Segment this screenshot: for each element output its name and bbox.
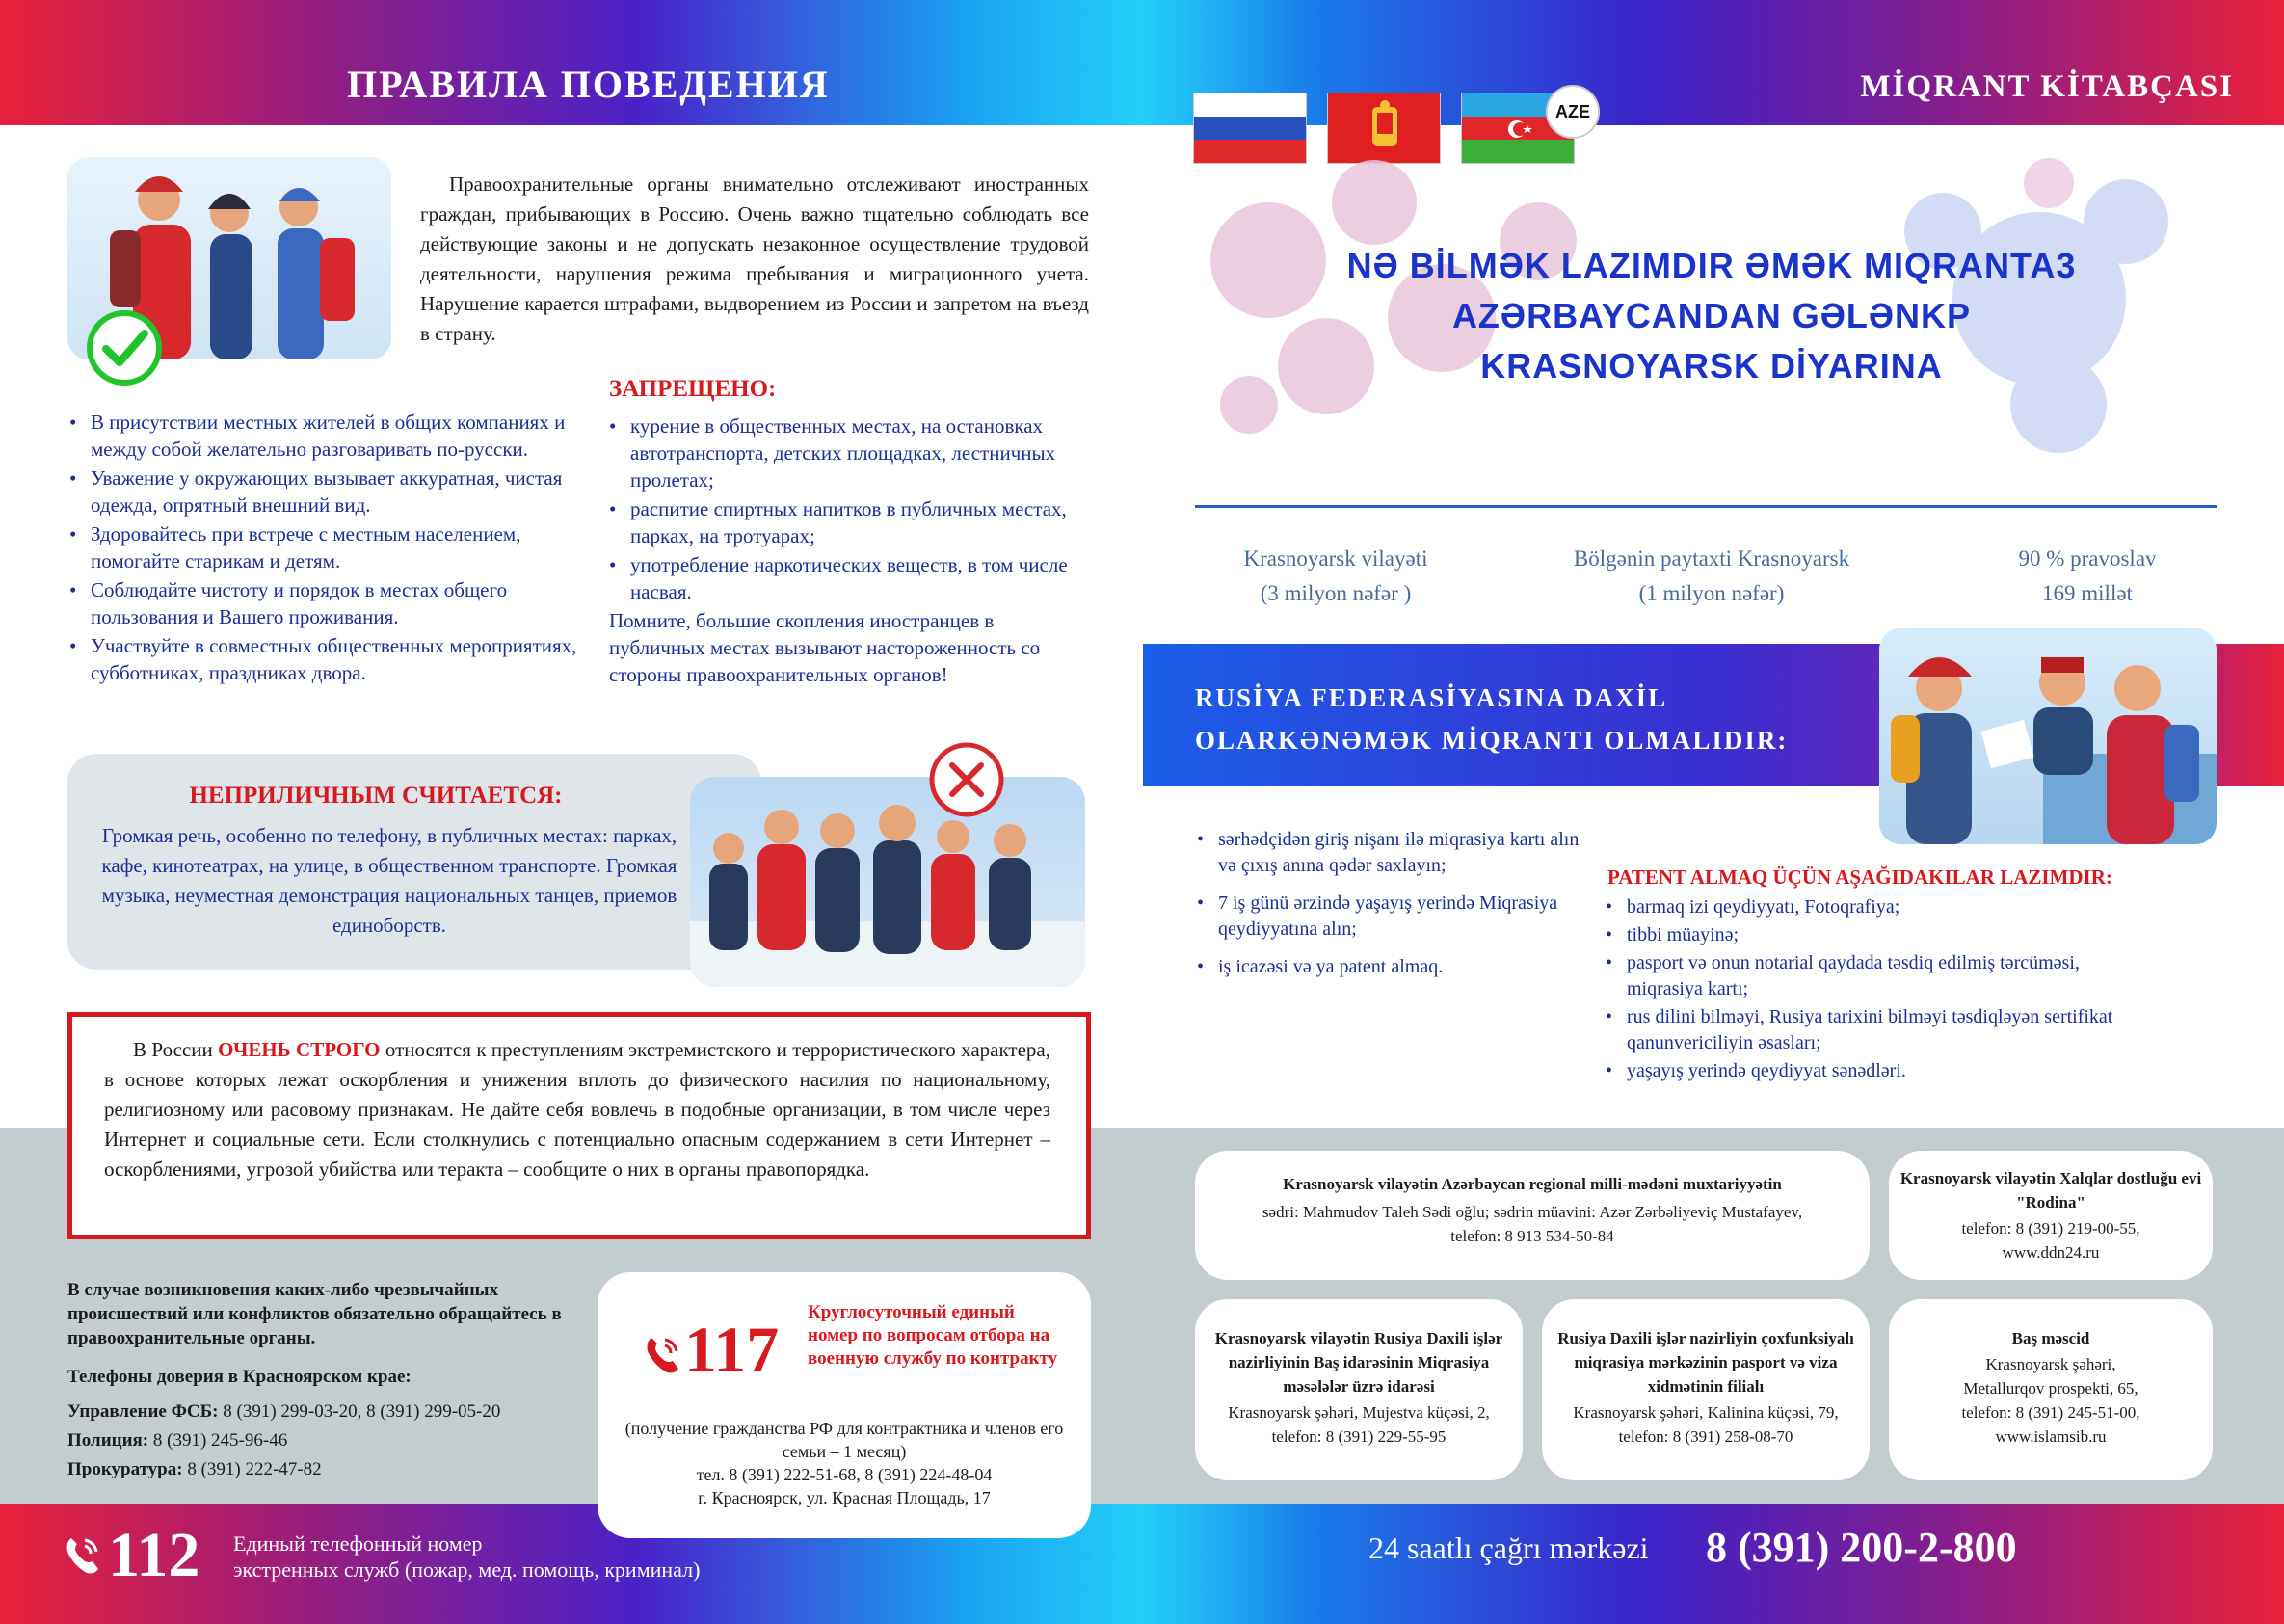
hotlines-title: Телефоны доверия в Красноярском крае: (67, 1367, 412, 1387)
list-item: • tibbi müayinə; (1604, 922, 2143, 948)
list-item: • iş icazəsi və ya patent almaq. (1195, 954, 1580, 980)
callcenter-number: 8 (391) 200-2-800 (1706, 1524, 2017, 1571)
hotlines-list (67, 1398, 500, 1484)
warning-text (104, 1035, 1050, 1185)
stat-region (1191, 542, 1480, 611)
card-title: Rusiya Daxili işlər nazirliyin çoxfunksiyalı miqrasiya mərkəzinin pasport və viza xidmətinin filialı (1557, 1329, 1854, 1396)
phone-icon (62, 1534, 102, 1577)
hotline-117-title: Круглосуточный единый номер по вопросам отбора на военную службу по контракту (808, 1302, 1058, 1369)
emergency-intro: В случае возникновения каких-либо чрезвычайных происшествий или конфликтов обязательно обращайтесь в правоохранительные органы. (67, 1280, 562, 1348)
stat-capital (1548, 542, 1875, 611)
entry-requirements-list (1195, 827, 1580, 982)
contact-card (1195, 1299, 1523, 1480)
phone-icon (642, 1334, 682, 1376)
crowd-illustration (690, 777, 1085, 987)
card-body: telefon: 8 (391) 219-00-55, www.ddn24.ru (1961, 1219, 2140, 1262)
contact-card (1542, 1299, 1870, 1480)
card-title: Krasnoyarsk vilayətin Xalqlar dostluğu evi "Rodina" (1899, 1169, 2202, 1211)
list-item: • распитие спиртных напитков в публичных местах, парках, на тротуарах; (607, 495, 1089, 549)
list-item: • Соблюдайте чистоту и порядок в местах общего пользования и Вашего проживания. (67, 576, 580, 630)
card-title: Krasnoyarsk vilayətin Azərbaycan regional milli-mədəni muxtariyyətin (1283, 1175, 1782, 1193)
stat-line: Bölgənin paytaxti Krasnoyarsk (1573, 546, 1850, 571)
card-body: Krasnoyarsk şəhəri, Metallurqov prospekti, 65, telefon: 8 (391) 245-51-00, www.islamsib.ru (1961, 1355, 2140, 1446)
warning-emphasis: ОЧЕНЬ СТРОГО (218, 1038, 381, 1061)
forbidden-title: ЗАПРЕЩЕНО: (609, 376, 777, 402)
list-item: • курение в общественных местах, на остановках автотранспорта, детских площадках, лестничных пролетах; (607, 413, 1089, 493)
hotline-label: Полиция: (67, 1430, 149, 1451)
hotline-label: Управление ФСБ: (67, 1401, 219, 1422)
list-item: • sərhədçidən giriş nişanı ilə miqrasiya kartı alın və çıxış anına qədər saxlayın; (1195, 827, 1580, 879)
contact-card (1195, 1151, 1870, 1280)
stat-line: (1 milyon nəfər) (1638, 581, 1785, 605)
stat-line: 90 % pravoslav (2018, 546, 2157, 571)
stat-religion (1943, 542, 2232, 611)
list-item: • 7 iş günü ərzində yaşayış yerində Miqrasiya qeydiyyatına alın; (1195, 891, 1580, 943)
hotline-117-details: (получение гражданства РФ для контрактника и членов его семьи – 1 месяц) тел. 8 (391) 222-51-68, 8 (391) 224-48-04 г. Красноярск, ул. Красная Площадь, 17 (624, 1419, 1064, 1507)
stats-row (1191, 542, 2232, 611)
list-item: • Здоровайтесь при встрече с местным населением, помогайте старикам и детям. (67, 520, 580, 574)
list-item: • pasport və onun notarial qaydada təsdiq edilmiş tərcüməsi, miqrasiya kartı; (1604, 950, 2143, 1002)
left-header-title: ПРАВИЛА ПОВЕДЕНИЯ (347, 63, 830, 106)
list-item: • rus dilini bilməyi, Rusiya tarixini bilməyi təsdiqləyən sertifikat qanunvericiliyin əsasları; (1604, 1004, 2143, 1056)
list-item: • yaşayış yerində qeydiyyat sənədləri. (1604, 1058, 2143, 1084)
hotline-value: 8 (391) 299-03-20, 8 (391) 299-05-20 (218, 1401, 501, 1422)
card-body: Krasnoyarsk şəhəri, Mujestva küçəsi, 2, telefon: 8 (391) 229-55-95 (1228, 1403, 1490, 1446)
hotline-value: 8 (391) 245-96-46 (148, 1430, 288, 1451)
hotline-fsb (67, 1398, 500, 1426)
officials-illustration (1879, 628, 2217, 844)
indecent-text: Громкая речь, особенно по телефону, в публичных местах: парках, кафе, кинотеатрах, на улице, в общественном транспорте. Громкая музыка, неуместная демонстрация национальных танцев, приемов единоборств. (101, 824, 677, 937)
patent-title: PATENT ALMAQ ÜÇÜN AŞAĞIDAKILAR LAZIMDIR: (1607, 865, 2112, 889)
hotline-label: Прокуратура: (67, 1459, 183, 1479)
stat-line: Krasnoyarsk vilayəti (1243, 546, 1428, 571)
patent-requirements-list (1604, 894, 2143, 1086)
list-item: • В присутствии местных жителей в общих компаниях и между собой желательно разговаривать по-русски. (67, 409, 580, 463)
card-title: Krasnoyarsk vilayətin Rusiya Daxili işlər nazirliyinin Baş idarəsinin Miqrasiya məsələlər üzrə idarəsi (1214, 1329, 1503, 1396)
hotline-value: 8 (391) 222-47-82 (182, 1459, 322, 1479)
hotline-117-number: 117 (684, 1313, 780, 1386)
right-main-title: NƏ BİLMƏK LAZIMDIR ƏMƏK MIQRANTA3 AZƏRBAYCANDAN GƏLƏNKP KRASNOYARSK DİYARINA (1346, 246, 2077, 386)
warning-before: В России (133, 1038, 219, 1061)
entry-banner-title: RUSİYA FEDERASİYASINA DAXİL OLARKƏNƏMƏK MİQRANTI OLMALIDIR: (1195, 683, 1789, 755)
forbidden-note: Помните, большие скопления иностранцев в публичных местах вызывают настороженность со стороны правоохранительных органов! (609, 609, 1041, 686)
stat-line: (3 milyon nəfər ) (1260, 581, 1412, 605)
right-header-title: MİQRANT KİTABÇASI (1860, 69, 2234, 104)
check-circle-icon (85, 308, 164, 387)
hotline-prosecutor (67, 1455, 500, 1484)
card-body: Krasnoyarsk şəhəri, Kalinina küçəsi, 79, telefon: 8 (391) 258-08-70 (1573, 1403, 1839, 1446)
emergency-112-text: Единый телефонный номер экстренных служб (пожар, мед. помощь, криминал) (233, 1531, 701, 1582)
callcenter-label: 24 saatlı çağrı mərkəzi (1368, 1531, 1649, 1565)
warning-after: относятся к преступлениям экстремистского и террористического характера, в основе которых лежат оскорбления и унижения вплоть до физического насилия по национальному, религиозному или расовому признакам. Не дайте себя вовлечь в подобные организации, в том числе через Интернет и социальные сети. Если столкнулись с потенциально опасным содержанием в сети Интернет – оскорблениями, угрозой убийства или теракта – сообщите о них в органы правопорядка. (104, 1038, 1050, 1181)
list-item: • употребление наркотических веществ, в том числе насвая. (607, 551, 1089, 605)
top-gradient-band (0, 0, 2284, 125)
list-item: • barmaq izi qeydiyyatı, Fotoqrafiya; (1604, 894, 2143, 920)
contact-card (1889, 1299, 2213, 1480)
forbidden-cross-icon (927, 740, 1006, 819)
intro-paragraph: Правоохранительные органы внимательно отслеживают иностранных граждан, прибывающих в Россию. Очень важно тщательно соблюдать все действующие законы и не допускать незаконное осуществление трудовой деятельности, нарушения режима пребывания и миграционного учета. Нарушение карается штрафами, выдворением из России и запретом на въезд в страну. (420, 173, 1089, 345)
contact-card (1889, 1151, 2213, 1280)
card-body: sədri: Mahmudov Taleh Sədi oğlu; sədrin müavini: Azər Zərbəliyeviç Mustafayev, telefon: 8 913 534-50-84 (1262, 1203, 1803, 1245)
aze-badge: AZE (1546, 85, 1600, 139)
recommendations-list (67, 409, 580, 688)
card-title: Baş məscid (2011, 1329, 2090, 1347)
list-item: • Уважение у окружающих вызывает аккуратная, чистая одежда, опрятный внешний вид. (67, 465, 580, 519)
forbidden-list (607, 413, 1089, 607)
indecent-title: НЕПРИЛИЧНЫМ СЧИТАЕТСЯ: (189, 783, 563, 809)
title-divider (1195, 505, 2217, 508)
stat-line: 169 millət (2042, 581, 2133, 605)
hotline-police (67, 1426, 500, 1455)
emergency-112-number: 112 (108, 1520, 200, 1590)
list-item: • Участвуйте в совместных общественных мероприятиях, субботниках, праздниках двора. (67, 632, 580, 686)
